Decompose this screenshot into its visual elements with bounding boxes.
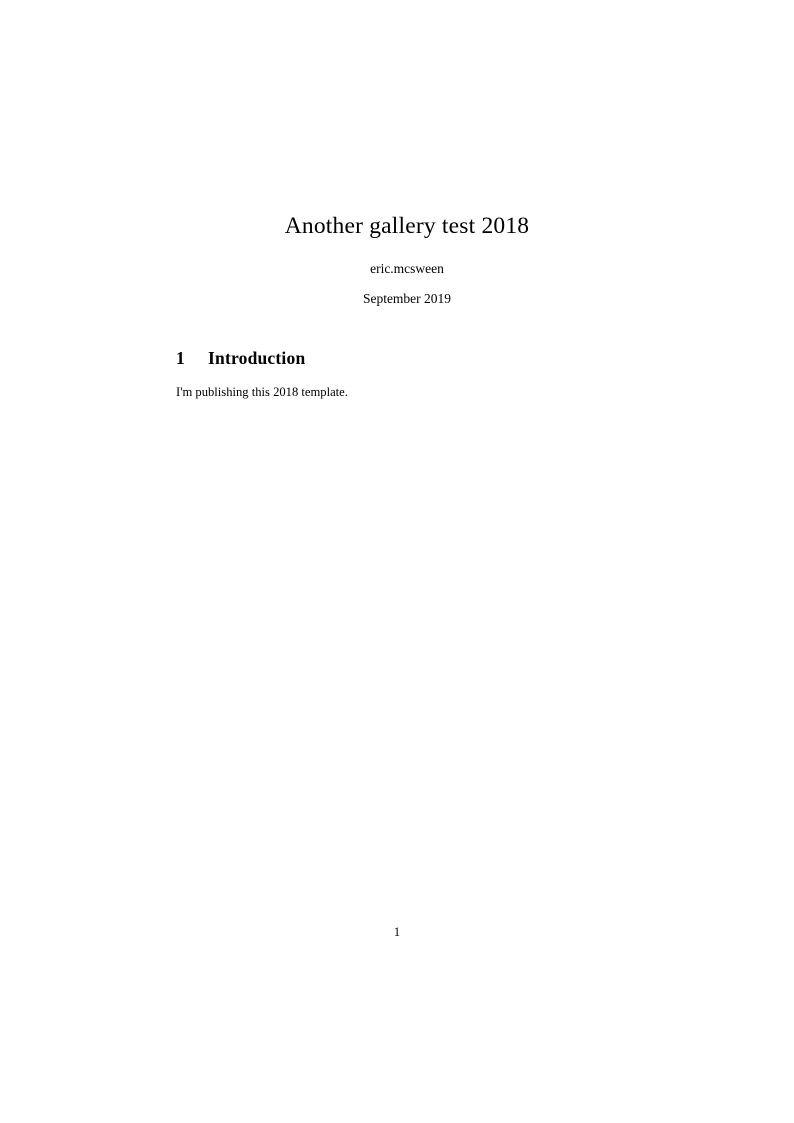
page-title: Another gallery test 2018 xyxy=(284,213,530,239)
document-date: September 2019 xyxy=(362,291,452,307)
section-heading-introduction xyxy=(176,348,638,369)
section-number: 1 xyxy=(176,347,185,368)
section-title: Introduction xyxy=(208,347,306,368)
author-name: eric.mcsween xyxy=(370,261,444,277)
section-paragraph: I'm publishing this 2018 template. xyxy=(176,384,348,399)
page-number: 1 xyxy=(393,925,401,939)
document-body xyxy=(176,0,638,401)
